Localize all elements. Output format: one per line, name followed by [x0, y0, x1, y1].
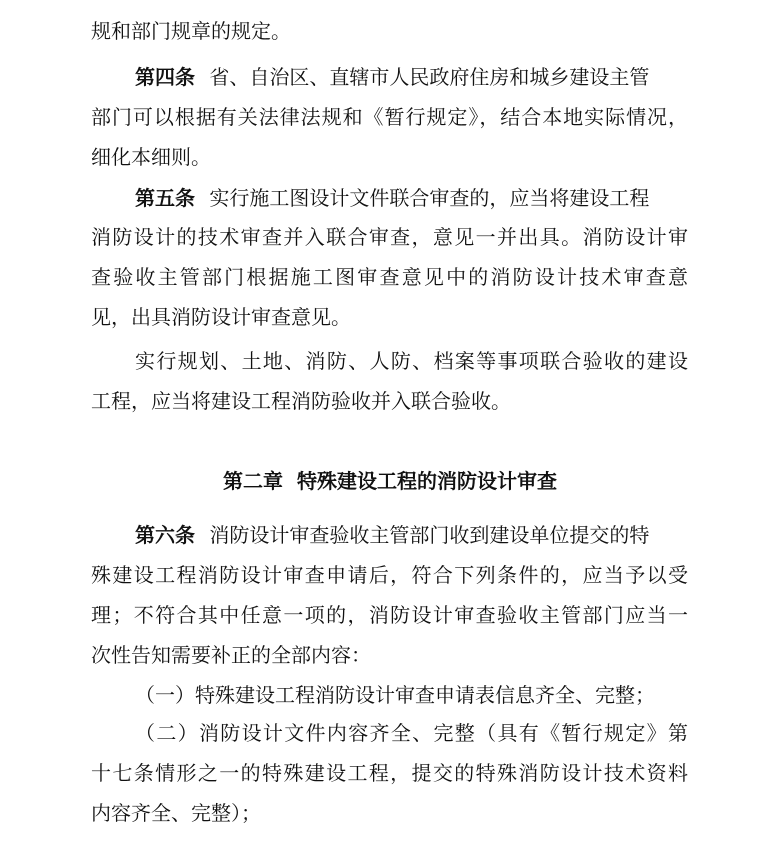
article-6-line-4: 次性告知需要补正的全部内容：: [91, 643, 371, 667]
list-item-2-line-2: 十七条情形之一的特殊建设工程，提交的特殊消防设计技术资料: [91, 761, 688, 785]
article-5b-line-1: 实行规划、土地、消防、人防、档案等事项联合验收的建设: [135, 349, 688, 373]
paragraph-line: 规和部门规章的规定。: [91, 19, 291, 43]
article-5-line-2: 消防设计的技术审查并入联合审查，意见一并出具。消防设计审: [91, 225, 688, 249]
article-6-line-2: 殊建设工程消防设计审查申请后，符合下列条件的，应当予以受: [91, 563, 688, 587]
article-6-line-1: [135, 520, 690, 550]
article-5-line-3: 查验收主管部门根据施工图审查意见中的消防设计技术审查意: [91, 265, 688, 289]
article-5b-line-2: 工程，应当将建设工程消防验收并入联合验收。: [91, 389, 511, 413]
article-5-line-1: [135, 183, 690, 213]
article-5-text: 实行施工图设计文件联合审查的，应当将建设工程: [209, 186, 650, 210]
article-5-label: 第五条: [135, 186, 195, 210]
list-item-2-line-3: 内容齐全、完整）；: [91, 801, 261, 825]
list-item-2-line-1: （二）消防设计文件内容齐全、完整（具有《暂行规定》第: [135, 721, 688, 745]
article-4-line-2: 部门可以根据有关法律法规和《暂行规定》，结合本地实际情况，: [91, 105, 688, 129]
article-4-line-1: [135, 62, 690, 92]
article-6-label: 第六条: [135, 523, 195, 547]
article-6-line-3: 理；不符合其中任意一项的，消防设计审查验收主管部门应当一: [91, 603, 688, 627]
chapter-2-heading: 第二章 特殊建设工程的消防设计审查: [223, 469, 557, 493]
article-4-line-3: 细化本细则。: [91, 145, 211, 169]
article-6-text: 消防设计审查验收主管部门收到建设单位提交的特: [209, 523, 650, 547]
article-4-label: 第四条: [135, 65, 195, 89]
article-4-text: 省、自治区、直辖市人民政府住房和城乡建设主管: [209, 65, 650, 89]
list-item-1: （一）特殊建设工程消防设计审查申请表信息齐全、完整；: [135, 683, 655, 707]
article-5-line-4: 见，出具消防设计审查意见。: [91, 305, 351, 329]
